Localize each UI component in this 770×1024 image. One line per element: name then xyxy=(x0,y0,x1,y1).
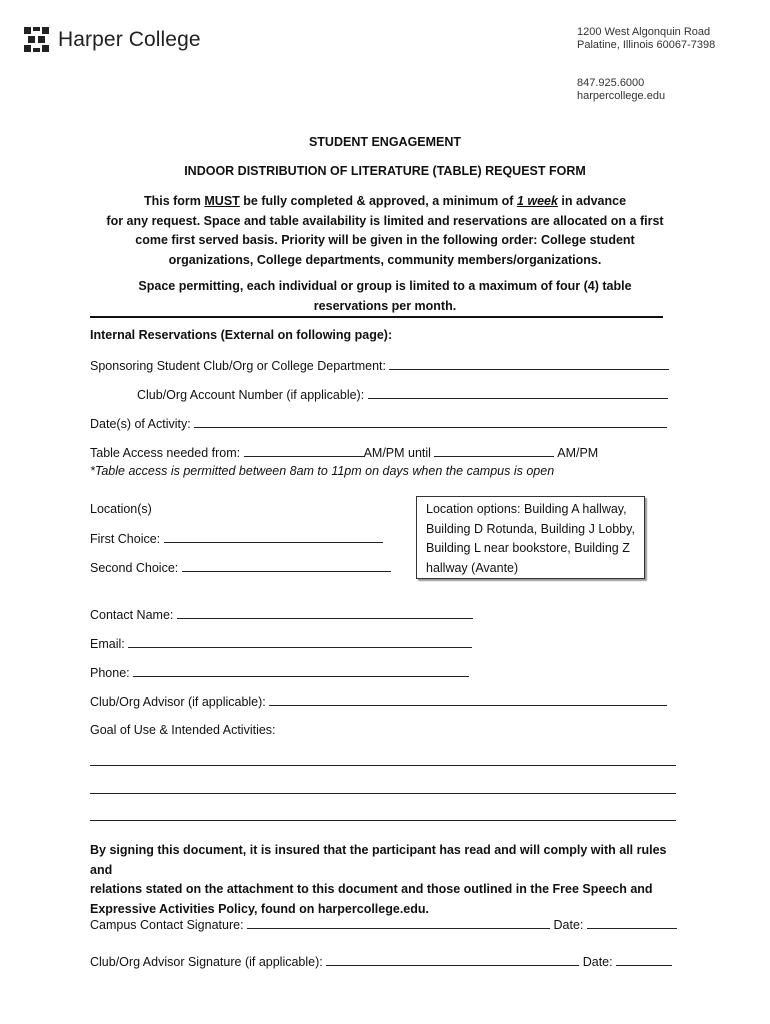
email-label: Email: xyxy=(90,637,125,651)
location-option-line: Building D Rotunda, Building J Lobby, xyxy=(426,521,635,536)
location-options-box xyxy=(416,496,645,579)
ampm-label: AM/PM xyxy=(557,446,599,460)
agreement-line-1: By signing this document, it is insured that the participant has read and will comply with all rules and xyxy=(90,843,667,877)
goal-line-1[interactable] xyxy=(90,765,676,766)
access-start-field[interactable] xyxy=(244,445,364,457)
contact-name-row xyxy=(90,607,473,622)
account-field[interactable] xyxy=(368,387,668,399)
agreement-text xyxy=(90,841,680,919)
intro-line-4: organizations, College departments, community members/organizations. xyxy=(168,252,602,267)
harper-logo-icon xyxy=(24,27,49,52)
goal-line-2[interactable] xyxy=(90,793,676,794)
advisor-signature-field[interactable] xyxy=(326,954,579,966)
limit-line-1: Space permitting, each individual or group is limited to a maximum of four (4) table xyxy=(138,279,632,293)
intro-paragraph xyxy=(100,192,670,270)
second-choice-label: Second Choice: xyxy=(90,561,179,575)
advisor-field[interactable] xyxy=(269,694,667,706)
campus-contact-signature-label: Campus Contact Signature: xyxy=(90,918,244,932)
agreement-line-2: relations stated on the attachment to this document and those outlined in the Free Speech and xyxy=(90,882,653,896)
department-title: STUDENT ENGAGEMENT xyxy=(308,135,462,149)
campus-contact-signature-row xyxy=(90,917,677,932)
date-label: Date: xyxy=(553,918,584,932)
must-emphasis: MUST xyxy=(204,194,240,208)
college-name: Harper College xyxy=(58,27,201,51)
email-row xyxy=(90,636,472,651)
college-website: harpercollege.edu xyxy=(577,90,666,102)
date-label: Date: xyxy=(582,955,613,969)
access-end-field[interactable] xyxy=(434,445,554,457)
ampm-until-label: AM/PM until xyxy=(363,446,431,460)
sponsoring-row xyxy=(90,358,669,373)
dates-row xyxy=(90,416,667,431)
intro-line-2: for any request. Space and table availability is limited and reservations are allocated on a first xyxy=(106,213,664,228)
intro-line-1 xyxy=(100,192,670,212)
campus-contact-date-field[interactable] xyxy=(587,917,677,929)
intro-text: be fully completed & approved, a minimum of xyxy=(239,194,517,208)
account-row xyxy=(137,387,668,402)
phone-label: Phone: xyxy=(90,666,130,680)
limit-line-2: reservations per month. xyxy=(313,298,457,313)
location-option-line: Building L near bookstore, Building Z xyxy=(426,541,630,555)
goal-label: Goal of Use & Intended Activities: xyxy=(90,723,276,737)
address-line-1: 1200 West Algonquin Road xyxy=(577,26,711,38)
sponsoring-label: Sponsoring Student Club/Org or College Department: xyxy=(90,359,386,373)
table-access-label: Table Access needed from: xyxy=(90,446,241,460)
dates-field[interactable] xyxy=(194,416,667,428)
agreement-line-3: Expressive Activities Policy, found on harpercollege.edu. xyxy=(90,901,429,916)
contact-name-field[interactable] xyxy=(177,607,473,619)
intro-text: This form xyxy=(143,194,205,208)
intro-line-3: come first served basis. Priority will be given in the following order: College student xyxy=(135,233,635,247)
section-divider xyxy=(90,316,663,318)
location-option-line: hallway (Avante) xyxy=(426,560,519,575)
advisor-label: Club/Org Advisor (if applicable): xyxy=(90,695,266,709)
intro-text: in advance xyxy=(557,194,627,208)
advisor-row xyxy=(90,694,667,709)
week-emphasis: 1 week xyxy=(516,194,558,208)
first-choice-field[interactable] xyxy=(164,531,383,543)
advisor-signature-row xyxy=(90,954,672,969)
phone-row xyxy=(90,665,469,680)
second-choice-field[interactable] xyxy=(182,560,391,572)
dates-label: Date(s) of Activity: xyxy=(90,417,191,431)
campus-contact-signature-field[interactable] xyxy=(247,917,550,929)
locations-label: Location(s) xyxy=(90,502,152,516)
account-label: Club/Org Account Number (if applicable): xyxy=(137,388,365,402)
email-field[interactable] xyxy=(128,636,472,648)
goal-line-3[interactable] xyxy=(90,820,676,821)
location-option-line: Location options: Building A hallway, xyxy=(426,502,627,516)
advisor-signature-label: Club/Org Advisor Signature (if applicable): xyxy=(90,955,323,969)
college-contact xyxy=(577,77,665,103)
college-logo xyxy=(24,27,201,52)
table-access-row xyxy=(90,445,598,460)
advisor-date-field[interactable] xyxy=(616,954,672,966)
address-line-2: Palatine, Illinois 60067-7398 xyxy=(577,39,716,51)
contact-name-label: Contact Name: xyxy=(90,608,174,622)
phone-field[interactable] xyxy=(133,665,469,677)
first-choice-row xyxy=(90,531,383,546)
college-phone: 847.925.6000 xyxy=(577,77,645,89)
second-choice-row xyxy=(90,560,391,575)
limit-paragraph xyxy=(100,277,670,316)
internal-heading: Internal Reservations (External on following page): xyxy=(90,328,393,342)
form-title: INDOOR DISTRIBUTION OF LITERATURE (TABLE) REQUEST FORM xyxy=(184,164,586,178)
sponsoring-field[interactable] xyxy=(389,358,669,370)
college-address xyxy=(577,26,715,52)
table-access-note: *Table access is permitted between 8am to 11pm on days when the campus is open xyxy=(90,464,555,478)
first-choice-label: First Choice: xyxy=(90,532,161,546)
